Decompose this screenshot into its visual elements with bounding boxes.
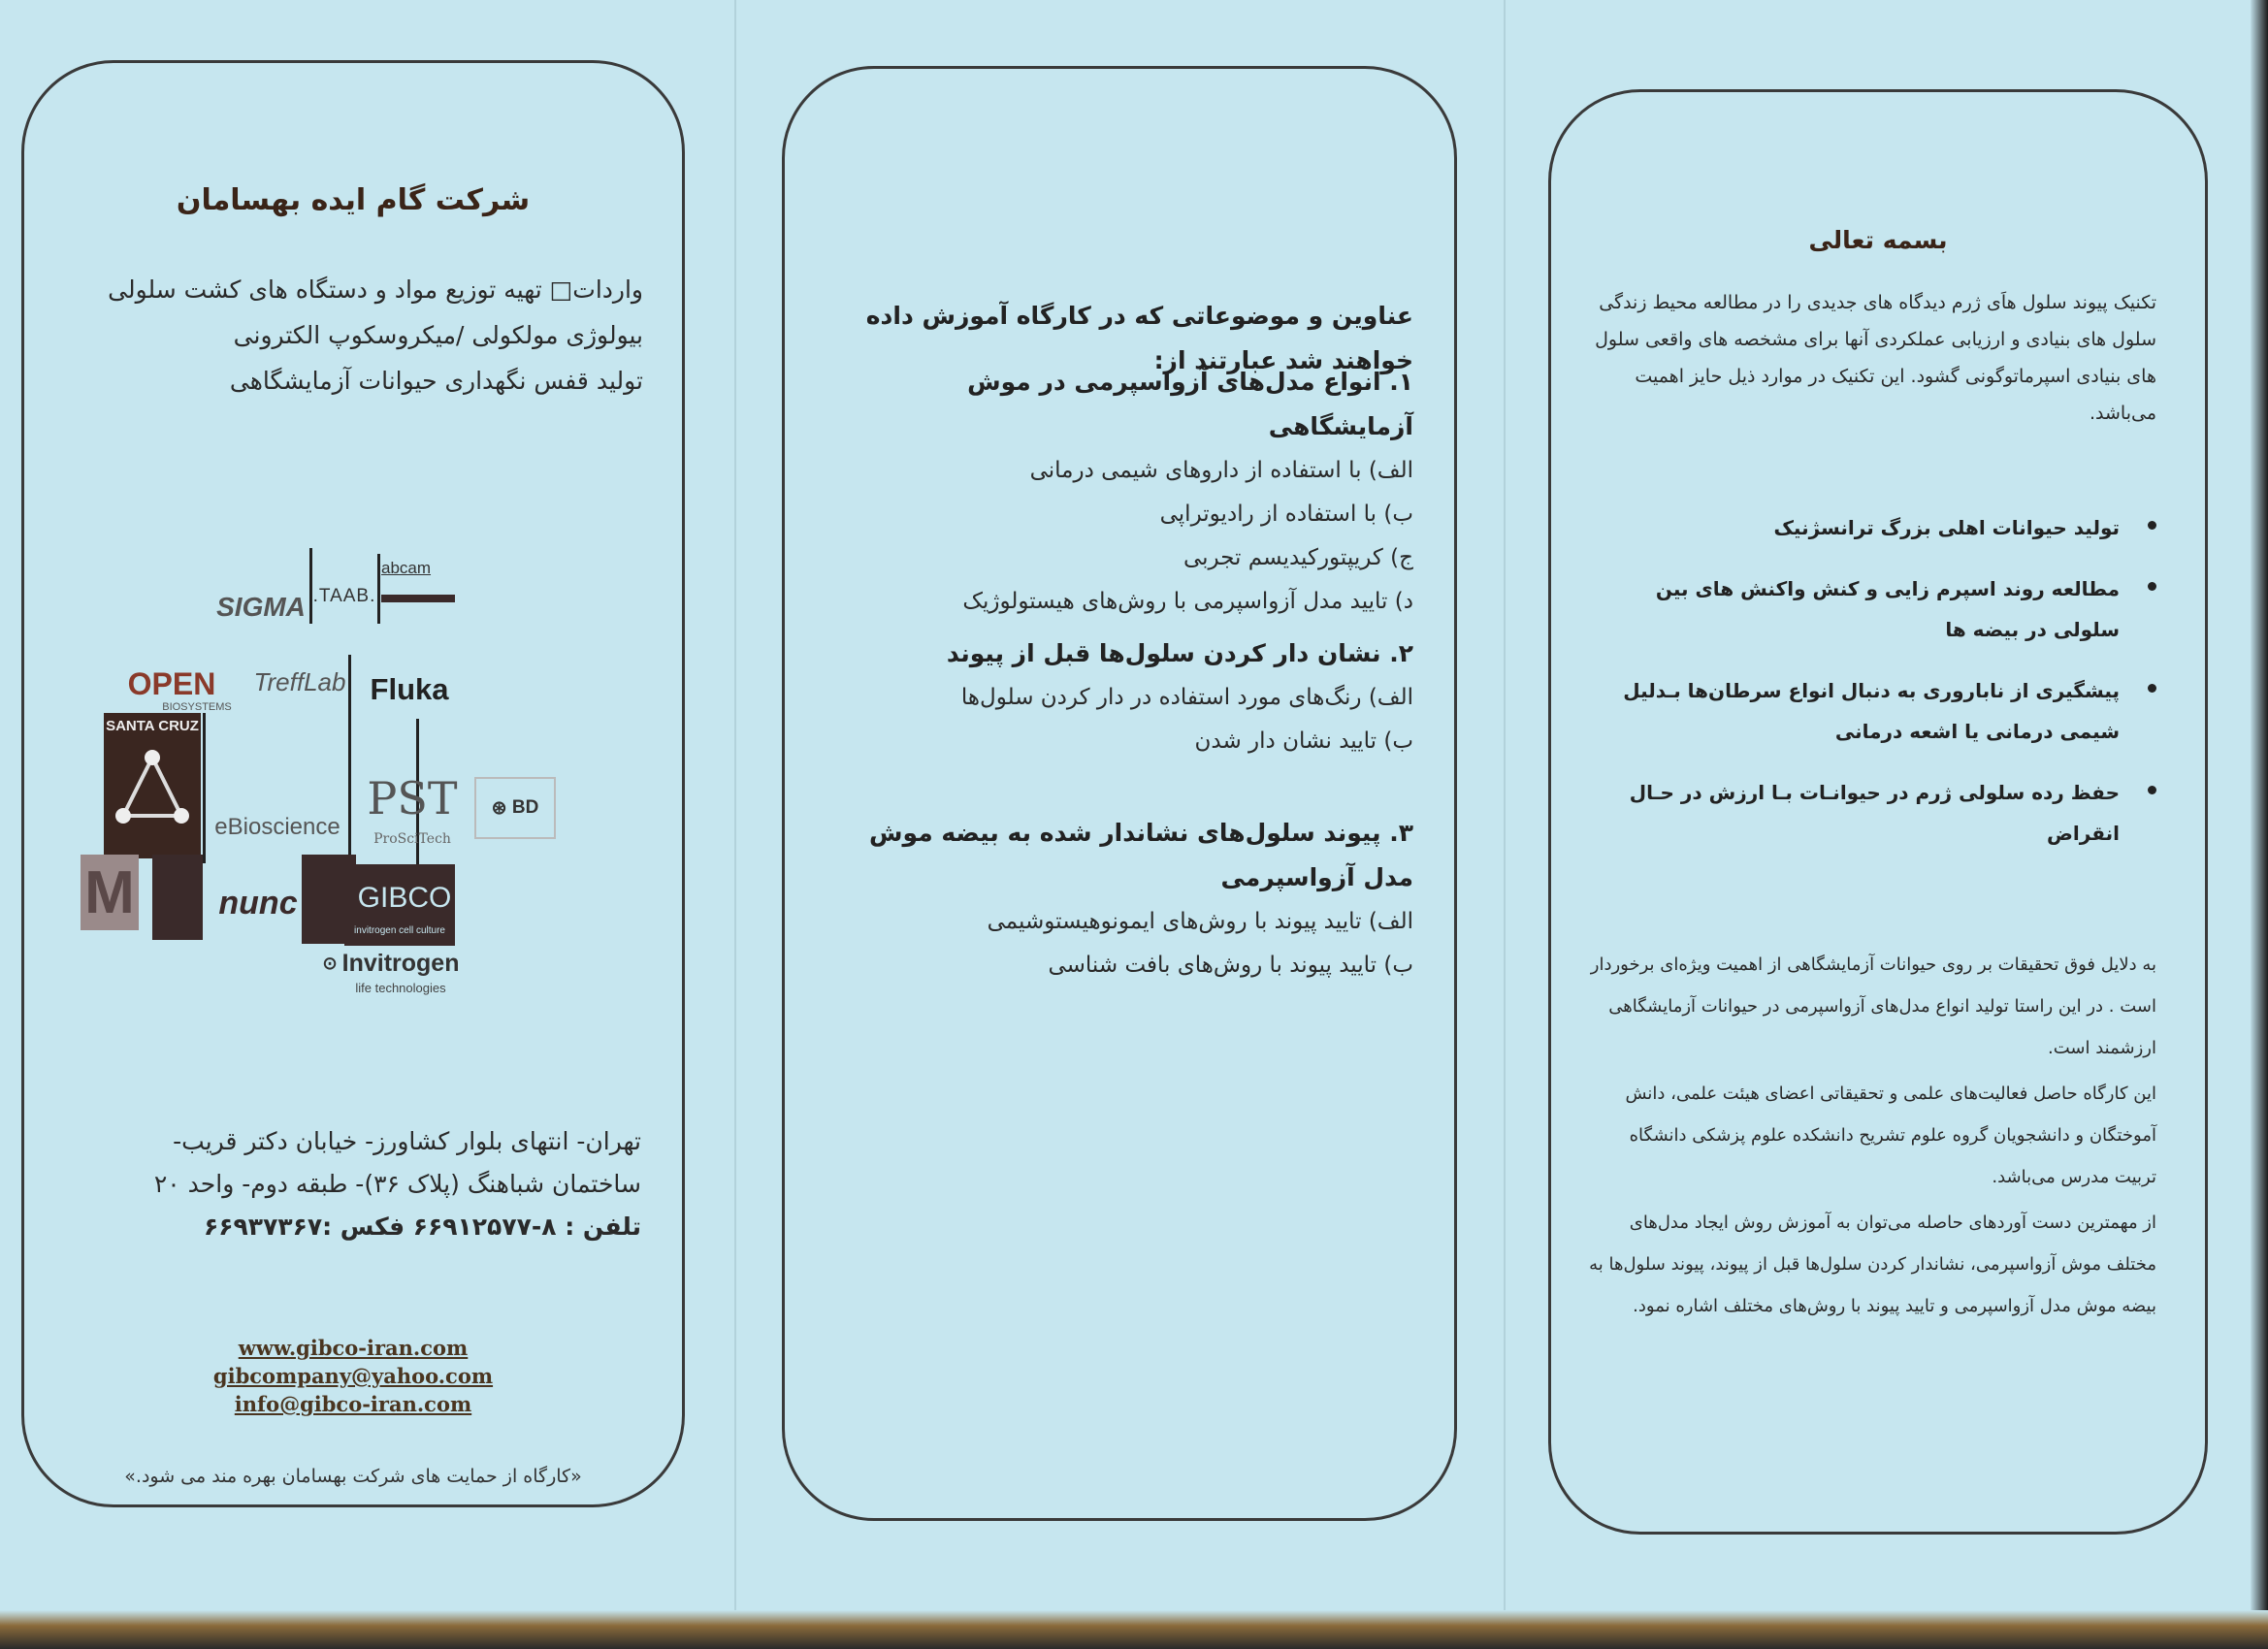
address-line: تهران- انتهای بلوار کشاورز- خیابان دکتر قریب- (173, 1127, 641, 1155)
list-item (1584, 772, 2166, 854)
importance-list (1584, 507, 2166, 874)
support-note: «کارگاه از حمایت های شرکت بهسامان بهره مند می شود.» (124, 1466, 582, 1487)
topic-heading: ۱. انواع مدل‌های آزواسپرمی در موش آزمایشگاهی (967, 368, 1413, 440)
list-item-text: پیشگیری از ناباروری به دنبال انواع سرطان‌ها بـدلیل شیمی درمانی یا اشعه درمانی (1623, 679, 2120, 743)
topics-panel (782, 66, 1457, 1521)
topic-heading: ۲. نشان دار کردن سلول‌ها قبل از پیوند (946, 639, 1413, 667)
email-link[interactable]: info@gibco-iran.com (234, 1392, 472, 1416)
bullet-icon (2148, 582, 2156, 591)
pst-logo: PST (367, 772, 458, 824)
abcam-bar (381, 595, 455, 602)
topic-item: د) تایید مدل آزواسپرمی با روش‌های هیستولوژیک (962, 589, 1413, 614)
bd-text: BD (511, 797, 539, 818)
scan-edge (2251, 0, 2268, 1649)
divider (348, 719, 351, 864)
ebioscience-logo: eBioscience (214, 814, 340, 840)
divider (377, 554, 380, 624)
topic-item: ج) کریپتورکیدیسم تجربی (1183, 545, 1413, 570)
company-services (61, 267, 643, 404)
list-item (1584, 670, 2166, 752)
millipore-logo (81, 855, 139, 930)
bd-icon: ⊛ (491, 797, 512, 819)
intro-title: بسمه تعالی (1808, 226, 1948, 254)
bullet-icon (2148, 684, 2156, 693)
supplier-logos (81, 548, 643, 1014)
taab-logo: .TAAB. (312, 586, 376, 606)
gibco-sub: invitrogen cell culture (354, 924, 445, 936)
company-title: شرکت گام ایده بهسامان (176, 183, 531, 217)
topic-item: الف) رنگ‌های مورد استفاده در دار کردن سلول‌ها (960, 685, 1413, 710)
contact-links (24, 1334, 682, 1418)
service-line: واردات□ تهیه توزیع مواد و دستگاه های کشت سلولی (108, 275, 643, 304)
topic-item: الف) با استفاده از داروهای شیمی درمانی (1029, 458, 1413, 483)
topic-section (831, 811, 1413, 987)
abcam-logo: abcam (381, 559, 432, 577)
divider (309, 548, 312, 624)
invitrogen-text: Invitrogen (341, 949, 460, 977)
topic-item: ب) تایید پیوند با روش‌های بافت شناسی (1048, 953, 1413, 978)
topic-heading: ۳. پیوند سلول‌های نشاندار شده به بیضه موش مدل آزواسپرمی (869, 819, 1413, 891)
open-sub: BIOSYSTEMS (162, 701, 232, 713)
invitrogen-sub: life technologies (355, 980, 446, 995)
intro-body (1584, 944, 2156, 1331)
company-panel (21, 60, 685, 1507)
bullet-icon (2148, 786, 2156, 794)
gibco-logo (344, 864, 455, 946)
service-line: تولید قفس نگهداری حیوانات آزمایشگاهی (229, 367, 643, 395)
company-address (40, 1120, 641, 1248)
list-item (1584, 507, 2166, 548)
list-item-text: تولید حیوانات اهلی بزرگ ترانسژنیک (1773, 516, 2120, 539)
address-line: ساختمان شباهنگ (پلاک ۳۶)- طبقه دوم- واحد ۲۰ (153, 1170, 641, 1198)
bd-logo (474, 777, 556, 839)
fold-line (734, 0, 736, 1649)
millipore-m: M (84, 858, 135, 926)
sigma-logo: SIGMA (216, 592, 306, 622)
trefflab-logo: TreffLab (253, 666, 346, 696)
santa-cruz-text: SANTA CRUZ (106, 717, 199, 734)
list-item-text: حفظ رده سلولی ژرم در حیوانـات بـا ارزش در حـال انقراض (1629, 781, 2120, 845)
body-paragraph: این کارگاه حاصل فعالیت‌های علمی و تحقیقاتی اعضای هیئت علمی، دانش آموختگان و دانشجویان گروه علوم تشریح دانشکده علوم پزشکی دانشگاه تربیت مدرس می‌باشد. (1625, 1083, 2156, 1187)
gibco-text: GIBCO (357, 882, 452, 914)
divider (203, 713, 206, 863)
dark-block (152, 855, 203, 940)
divider (348, 655, 351, 723)
molecule-icon (104, 738, 201, 855)
email-link[interactable]: gibcompany@yahoo.com (212, 1364, 494, 1388)
prosci-sub: ProSciTech (373, 831, 451, 847)
topic-item: الف) تایید پیوند با روش‌های ایمونوهیستوشیمی (987, 909, 1413, 934)
website-link[interactable]: www.gibco-iran.com (238, 1336, 469, 1360)
nunc-logo: nunc (218, 884, 298, 922)
invitrogen-icon: ⊙ (322, 953, 342, 973)
fluka-logo: Fluka (370, 672, 449, 706)
scan-edge (0, 1610, 2268, 1649)
invitrogen-logo (323, 946, 459, 981)
list-item-text: مطالعه روند اسپرم زایی و کنش واکنش های بین سلولی در بیضه ها (1655, 577, 2120, 641)
list-item (1584, 568, 2166, 650)
body-paragraph: به دلایل فوق تحقیقات بر روی حیوانات آزمایشگاهی از اهمیت ویژه‌ای برخوردار است . در این راستا تولید انواع مدل‌های آزواسپرمی در حیوانات آزمایشگاهی ارزشمند است. (1590, 954, 2156, 1058)
topic-item: ب) تایید نشان دار شدن (1194, 728, 1413, 754)
body-paragraph: از مهمترین دست آوردهای حاصله می‌توان به آموزش روش ایجاد مدل‌های مختلف موش آزواسپرمی، نشاندار کردن سلول‌ها قبل از پیوند، پیوند سلول‌ها به بیضه موش مدل آزواسپرمی و تایید پیوند با روش‌های مختلف اشاره نمود. (1589, 1212, 2156, 1316)
intro-panel (1548, 89, 2208, 1535)
phone-fax: تلفن : ۸-۶۶۹۱۲۵۷۷ فکس :۶۶۹۳۷۳۶۷ (204, 1212, 641, 1241)
topic-section (831, 631, 1413, 763)
fold-line (1504, 0, 1506, 1649)
topic-item: ب) با استفاده از رادیوتراپی (1159, 501, 1413, 527)
open-biosystems-logo: OPEN (127, 665, 216, 701)
santa-cruz-logo (104, 713, 201, 858)
intro-text: تکنیک پیوند سلول هاَی ژرم دیدگاه های جدیدی را در مطالعه محیط زندگی سلول های بنیادی و ارزیابی عملکردی آنها برای مشخصه های واقعی سلول های بنیادی اسپرماتوگونی گشود. این تکنیک در موارد ذیل حایز اهمیت می‌باشد. (1595, 292, 2156, 424)
bullet-icon (2148, 521, 2156, 530)
topic-section (831, 360, 1413, 624)
topics-intro: عناوین و موضوعاتی که در کارگاه آموزش داده خواهند شد عبارتند از: (865, 302, 1413, 374)
service-line: بیولوژی مولکولی /میکروسکوپ الکترونی (233, 321, 643, 349)
